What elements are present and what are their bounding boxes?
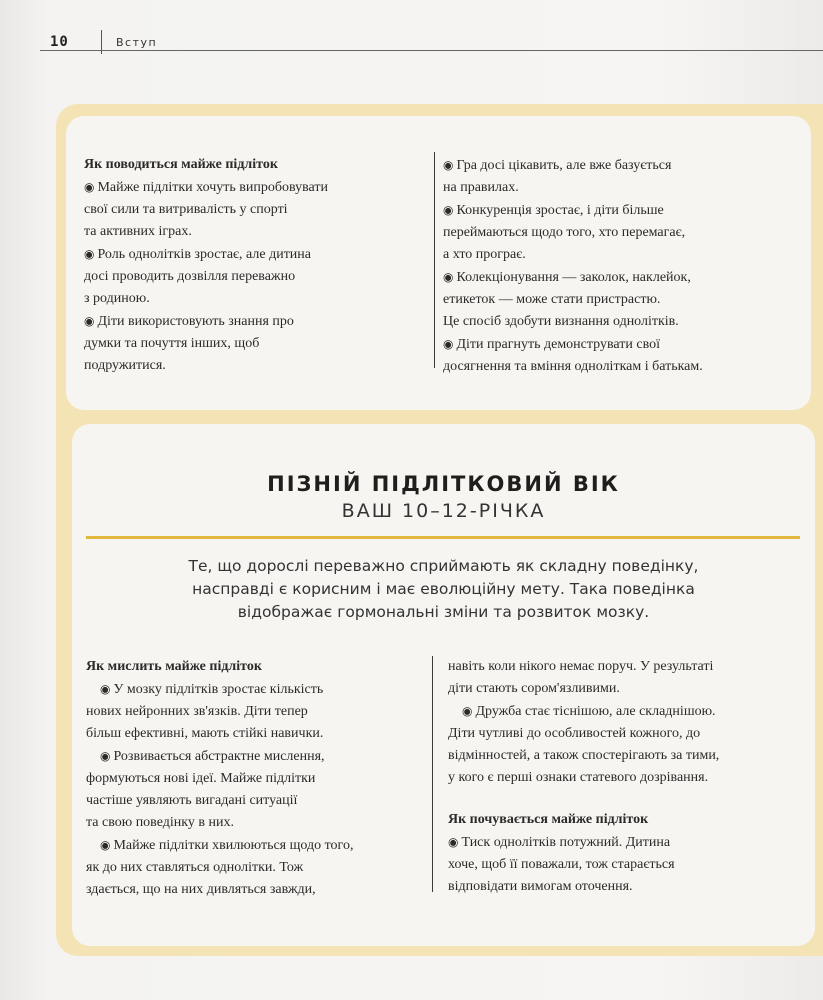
bottom-right-column [448, 656, 793, 898]
bottom-right-lines-2 [448, 831, 793, 898]
text-line [86, 745, 426, 768]
line-text: навіть коли нікого немає поруч. У результаті [448, 659, 714, 674]
section-title: ПІЗНІЙ ПІДЛІТКОВИЙ ВІК [267, 472, 620, 496]
text-line [86, 701, 426, 723]
bullet-icon: ◉ [84, 314, 95, 328]
line-text: Діти чутливі до особливостей кожного, до [448, 726, 701, 741]
intro-line: насправді є корисним і має еволюційну мету. Така поведінка [192, 580, 695, 598]
line-text: та активних іграх. [84, 224, 192, 239]
line-text: нових нейронних зв'язків. Діти тепер [86, 704, 308, 719]
intro-line: відображає гормональні зміни та розвиток мозку. [237, 603, 650, 621]
line-text: діти стають сором'язливими. [448, 681, 620, 696]
bottom-column-divider [432, 656, 433, 892]
line-text: на правилах. [443, 180, 519, 195]
line-text: частіше уявляють вигадані ситуації [86, 793, 298, 808]
text-line [86, 812, 426, 834]
line-text: досягнення та вміння одноліткам і батькам. [443, 359, 703, 374]
bullet-icon: ◉ [84, 180, 95, 194]
page-number: 10 [50, 34, 69, 50]
text-line [84, 221, 414, 243]
line-text: Конкуренція зростає, і діти більше [456, 203, 664, 218]
text-line [443, 177, 783, 199]
line-text: переймаються щодо того, хто перемагає, [443, 225, 686, 240]
bottom-right-lines [448, 656, 793, 789]
text-line [86, 678, 426, 701]
bottom-left-heading: Як мислить майже підліток [86, 659, 262, 674]
line-text: як до них ставляться однолітки. Тож [86, 860, 304, 875]
bullet-icon: ◉ [443, 158, 454, 172]
text-line [448, 723, 793, 745]
line-text: більш ефективні, мають стійкі навички. [86, 726, 324, 741]
top-right-lines [443, 154, 783, 378]
top-left-heading: Як поводиться майже підліток [84, 157, 278, 172]
text-line [448, 678, 793, 700]
top-column-divider [434, 152, 435, 368]
line-text: думки та почуття інших, щоб [84, 336, 260, 351]
line-text: та свою поведінку в них. [86, 815, 234, 830]
section-name: Вступ [116, 36, 158, 49]
line-text: подружитися. [84, 358, 166, 373]
line-text: Це спосіб здобути визнання однолітків. [443, 314, 679, 329]
text-line [84, 288, 414, 310]
text-line [443, 199, 783, 222]
text-line [443, 154, 783, 177]
bullet-icon: ◉ [462, 704, 473, 718]
bullet-icon: ◉ [443, 337, 454, 351]
line-text: відмінностей, а також спостерігають за тими, [448, 748, 720, 763]
top-left-lines [84, 176, 414, 377]
line-text: Колекціонування — заколок, наклейок, [456, 270, 691, 285]
text-line [84, 310, 414, 333]
text-line [86, 879, 426, 901]
text-line [86, 723, 426, 745]
line-text: У мозку підлітків зростає кількість [113, 682, 324, 697]
line-text: етикеток — може стати пристрастю. [443, 292, 661, 307]
intro-text [120, 555, 767, 624]
line-text: у кого є перші ознаки статевого дозрівання. [448, 770, 709, 785]
text-line [86, 857, 426, 879]
line-text: Діти використовують знання про [97, 314, 294, 329]
text-line [443, 222, 783, 244]
line-text: Дружба стає тіснішою, але складнішою. [475, 704, 716, 719]
bullet-icon: ◉ [448, 835, 459, 849]
top-right-column [443, 154, 783, 378]
bullet-icon: ◉ [443, 203, 454, 217]
text-line [443, 244, 783, 266]
text-line [448, 745, 793, 767]
text-line [86, 790, 426, 812]
section-subtitle: ВАШ 10–12-РІЧКА [341, 500, 546, 522]
text-line [448, 700, 793, 723]
text-line [84, 199, 414, 221]
text-line [443, 289, 783, 311]
text-line [448, 854, 793, 876]
line-text: з родиною. [84, 291, 150, 306]
line-text: Майже підлітки хочуть випробовувати [97, 180, 329, 195]
text-line [84, 243, 414, 266]
bottom-left-column [86, 656, 426, 901]
line-text: Розвивається абстрактне мислення, [113, 749, 325, 764]
text-line [84, 333, 414, 355]
gold-rule [86, 536, 800, 539]
text-line [448, 767, 793, 789]
line-text: свої сили та витривалість у спорті [84, 202, 288, 217]
text-line [443, 356, 783, 378]
line-text: Діти прагнуть демонструвати свої [456, 337, 660, 352]
line-text: формуються нові ідеї. Майже підлітки [86, 771, 316, 786]
line-text: Гра досі цікавить, але вже базується [456, 158, 672, 173]
text-line [443, 333, 783, 356]
line-text: відповідати вимогам оточення. [448, 879, 633, 894]
bullet-icon: ◉ [100, 749, 111, 763]
text-line [86, 834, 426, 857]
line-text: Майже підлітки хвилюються щодо того, [113, 838, 354, 853]
text-line [448, 876, 793, 898]
line-text: хоче, щоб її поважали, тож старається [448, 857, 675, 872]
line-text: Роль однолітків зростає, але дитина [97, 247, 312, 262]
header-rule [40, 50, 823, 51]
text-line [84, 355, 414, 377]
page-header [0, 28, 823, 58]
text-line [448, 831, 793, 854]
bullet-icon: ◉ [84, 247, 95, 261]
line-text: здається, що на них дивляться завжди, [86, 882, 316, 897]
text-line [443, 266, 783, 289]
bullet-icon: ◉ [100, 838, 111, 852]
text-line [84, 176, 414, 199]
text-line [86, 768, 426, 790]
bullet-icon: ◉ [100, 682, 111, 696]
line-text: Тиск однолітків потужний. Дитина [461, 835, 671, 850]
intro-line: Те, що дорослі переважно сприймають як складну поведінку, [188, 557, 699, 575]
bottom-right-heading: Як почувається майже підліток [448, 812, 649, 827]
bottom-left-lines [86, 678, 426, 901]
bullet-icon: ◉ [443, 270, 454, 284]
line-text: а хто програє. [443, 247, 526, 262]
text-line [84, 266, 414, 288]
line-text: досі проводить дозвілля переважно [84, 269, 296, 284]
top-left-column [84, 154, 414, 377]
text-line [443, 311, 783, 333]
text-line [448, 656, 793, 678]
